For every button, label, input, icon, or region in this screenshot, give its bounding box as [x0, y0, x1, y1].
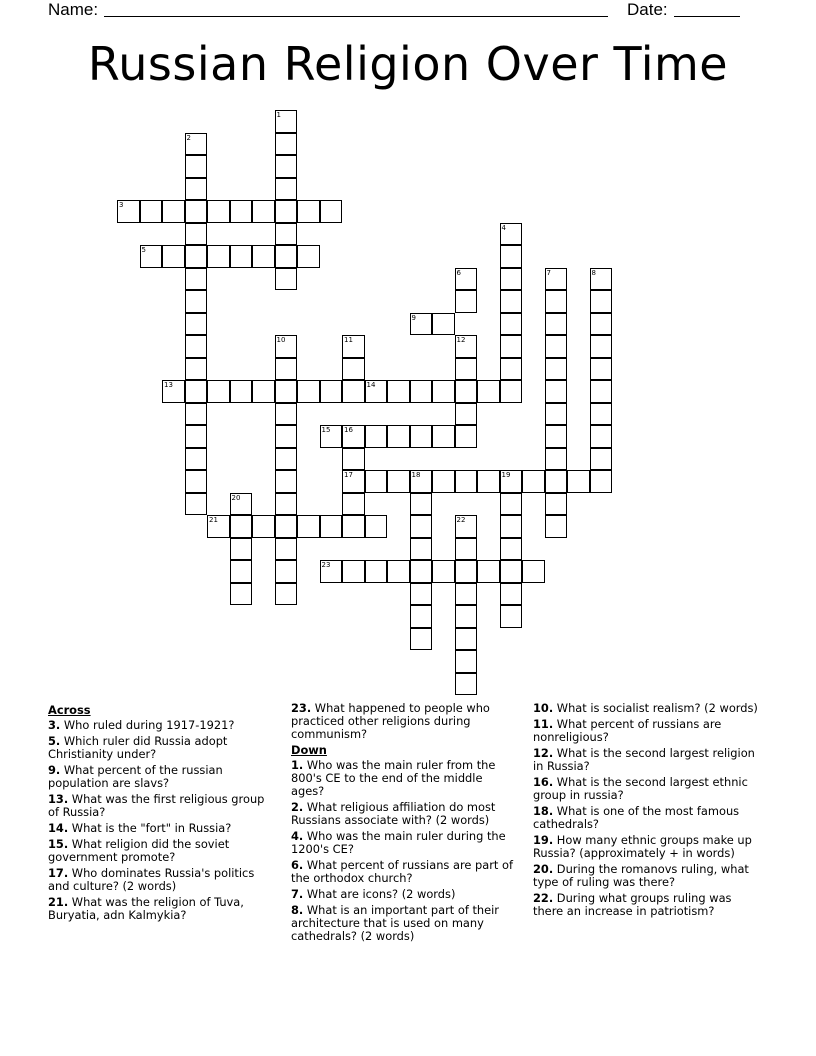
grid-cell[interactable] — [432, 560, 455, 583]
clue-number: 14 — [366, 381, 376, 389]
down-clue — [291, 904, 513, 943]
grid-cell[interactable] — [500, 223, 523, 246]
grid-cell[interactable] — [590, 290, 613, 313]
clue-text: During what groups ruling was there an increase in patriotism? — [533, 891, 732, 918]
clue-number: 9. — [48, 763, 61, 777]
clue-text: What is an important part of their architecture that is used on many cathedrals? (2 words) — [291, 903, 499, 943]
clue-number: 19. — [533, 833, 554, 847]
clue-number: 18. — [533, 804, 554, 818]
grid-cell[interactable] — [185, 380, 208, 403]
grid-cell[interactable] — [252, 515, 275, 538]
clue-number: 7 — [546, 268, 551, 277]
grid-cell[interactable] — [320, 560, 343, 583]
clue-number: 21. — [48, 895, 69, 909]
grid-cell[interactable] — [500, 583, 523, 606]
across-clue — [48, 719, 268, 732]
grid-cell[interactable] — [410, 560, 433, 583]
grid-cell[interactable] — [455, 380, 478, 403]
across-clue — [291, 702, 513, 741]
grid-cell[interactable] — [297, 200, 320, 223]
clue-number: 4 — [501, 223, 506, 232]
grid-cell[interactable] — [455, 560, 478, 583]
clue-number: 14. — [48, 821, 69, 835]
grid-cell[interactable] — [455, 538, 478, 561]
clue-number: 15. — [48, 837, 69, 851]
grid-cell[interactable] — [252, 245, 275, 268]
down-clue — [533, 702, 765, 715]
grid-cell[interactable] — [387, 380, 410, 403]
clue-number: 11 — [344, 336, 353, 344]
grid-cell[interactable] — [545, 470, 568, 493]
down-clue — [291, 759, 513, 798]
grid-cell[interactable] — [410, 470, 433, 493]
clue-column-2 — [291, 702, 513, 946]
clue-number: 22 — [456, 516, 466, 524]
grid-cell[interactable] — [252, 200, 275, 223]
grid-cell[interactable] — [230, 200, 253, 223]
grid-cell[interactable] — [477, 560, 500, 583]
clue-number: 16. — [533, 775, 554, 789]
grid-cell[interactable] — [545, 425, 568, 448]
grid-cell[interactable] — [365, 380, 388, 403]
grid-cell[interactable] — [432, 470, 455, 493]
clue-text: What percent of russians are part of the orthodox church? — [291, 858, 513, 885]
clue-column-1 — [48, 702, 268, 925]
grid-cell[interactable] — [185, 223, 208, 246]
grid-cell[interactable] — [185, 290, 208, 313]
clue-number: 6 — [456, 268, 461, 277]
clue-number: 19 — [501, 471, 511, 479]
clue-number: 11. — [533, 717, 554, 731]
grid-cell[interactable] — [320, 380, 343, 403]
clue-number: 5. — [48, 734, 61, 748]
down-clue — [291, 801, 513, 827]
grid-cell[interactable] — [455, 403, 478, 426]
grid-cell[interactable] — [162, 245, 185, 268]
grid-cell[interactable] — [320, 425, 343, 448]
grid-cell[interactable] — [275, 110, 298, 133]
clue-number: 20. — [533, 862, 554, 876]
clue-text: What religion did the soviet government promote? — [48, 837, 230, 864]
grid-cell[interactable] — [455, 628, 478, 651]
grid-cell[interactable] — [410, 628, 433, 651]
grid-cell[interactable] — [590, 313, 613, 336]
clue-number: 15 — [321, 426, 331, 434]
grid-cell[interactable] — [185, 470, 208, 493]
grid-cell[interactable] — [590, 268, 613, 291]
grid-cell[interactable] — [590, 470, 613, 493]
grid-cell[interactable] — [275, 560, 298, 583]
grid-cell[interactable] — [590, 403, 613, 426]
grid-cell[interactable] — [455, 470, 478, 493]
grid-cell[interactable] — [230, 583, 253, 606]
down-clue — [291, 830, 513, 856]
grid-cell[interactable] — [230, 560, 253, 583]
clue-text: What percent of russians are nonreligious? — [533, 717, 722, 744]
grid-cell[interactable] — [545, 515, 568, 538]
down-heading: Down — [291, 743, 327, 757]
grid-cell[interactable] — [545, 313, 568, 336]
clue-number: 9 — [411, 313, 416, 322]
grid-cell[interactable] — [185, 200, 208, 223]
clue-text: What is the "fort" in Russia? — [68, 821, 232, 835]
grid-cell[interactable] — [207, 245, 230, 268]
clue-text: How many ethnic groups make up Russia? (approximately + in words) — [533, 833, 752, 860]
grid-cell[interactable] — [162, 200, 185, 223]
clue-number: 7. — [291, 887, 304, 901]
across-clue — [48, 735, 268, 761]
grid-cell[interactable] — [455, 335, 478, 358]
grid-cell[interactable] — [365, 425, 388, 448]
clue-number: 13 — [164, 381, 173, 389]
grid-cell[interactable] — [185, 493, 208, 516]
clue-number: 23 — [321, 561, 331, 569]
grid-cell[interactable] — [207, 515, 230, 538]
grid-cell[interactable] — [500, 313, 523, 336]
clue-number: 8 — [591, 268, 596, 277]
grid-cell[interactable] — [590, 448, 613, 471]
down-clue — [533, 718, 765, 744]
grid-cell[interactable] — [320, 515, 343, 538]
grid-cell[interactable] — [342, 380, 365, 403]
down-clue — [291, 888, 513, 901]
grid-cell[interactable] — [432, 425, 455, 448]
grid-cell[interactable] — [410, 515, 433, 538]
grid-cell[interactable] — [185, 245, 208, 268]
grid-cell[interactable] — [275, 538, 298, 561]
grid-cell[interactable] — [590, 425, 613, 448]
clue-number: 18 — [411, 471, 421, 479]
grid-cell[interactable] — [342, 425, 365, 448]
grid-cell[interactable] — [410, 605, 433, 628]
grid-cell[interactable] — [500, 268, 523, 291]
grid-cell[interactable] — [545, 403, 568, 426]
grid-cell[interactable] — [365, 470, 388, 493]
grid-cell[interactable] — [500, 560, 523, 583]
grid-cell[interactable] — [500, 605, 523, 628]
across-clue — [48, 867, 268, 893]
grid-cell[interactable] — [545, 493, 568, 516]
clue-number: 10. — [533, 701, 554, 715]
grid-cell[interactable] — [185, 178, 208, 201]
grid-cell[interactable] — [365, 560, 388, 583]
down-clue — [533, 747, 765, 773]
grid-cell[interactable] — [297, 380, 320, 403]
grid-cell[interactable] — [185, 425, 208, 448]
grid-cell[interactable] — [522, 560, 545, 583]
grid-cell[interactable] — [500, 380, 523, 403]
clue-number: 2 — [186, 133, 191, 142]
grid-cell[interactable] — [455, 515, 478, 538]
across-heading: Across — [48, 703, 91, 717]
grid-cell[interactable] — [455, 583, 478, 606]
grid-cell[interactable] — [522, 470, 545, 493]
across-clue — [48, 838, 268, 864]
grid-cell[interactable] — [477, 380, 500, 403]
clue-number: 17 — [344, 471, 353, 479]
name-label: Name: — [48, 0, 99, 19]
grid-cell[interactable] — [185, 335, 208, 358]
clue-number: 3. — [48, 718, 61, 732]
grid-cell[interactable] — [410, 380, 433, 403]
grid-cell[interactable] — [275, 403, 298, 426]
clue-number: 13. — [48, 792, 69, 806]
grid-cell[interactable] — [500, 493, 523, 516]
grid-cell[interactable] — [567, 470, 590, 493]
grid-cell[interactable] — [410, 538, 433, 561]
grid-cell[interactable] — [275, 200, 298, 223]
grid-cell[interactable] — [410, 493, 433, 516]
page-title: Russian Religion Over Time — [87, 37, 729, 91]
clue-text: What happened to people who practiced other religions during communism? — [291, 701, 490, 741]
grid-cell[interactable] — [185, 313, 208, 336]
grid-cell[interactable] — [387, 425, 410, 448]
grid-cell[interactable] — [500, 290, 523, 313]
clue-text: What is one of the most famous cathedrals? — [533, 804, 740, 831]
grid-cell[interactable] — [342, 335, 365, 358]
grid-cell[interactable] — [275, 380, 298, 403]
grid-cell[interactable] — [500, 358, 523, 381]
grid-cell[interactable] — [500, 515, 523, 538]
grid-cell[interactable] — [275, 133, 298, 156]
grid-cell[interactable] — [230, 245, 253, 268]
grid-cell[interactable] — [410, 425, 433, 448]
grid-cell[interactable] — [410, 313, 433, 336]
across-clue — [48, 764, 268, 790]
grid-cell[interactable] — [455, 673, 478, 696]
clue-number: 1 — [276, 111, 281, 119]
clue-number: 23. — [291, 701, 312, 715]
grid-cell[interactable] — [140, 200, 163, 223]
clue-number: 8. — [291, 903, 304, 917]
clue-number: 20 — [231, 493, 241, 502]
grid-cell[interactable] — [500, 470, 523, 493]
down-clue — [291, 859, 513, 885]
grid-cell[interactable] — [432, 313, 455, 336]
clue-number: 16 — [344, 426, 353, 434]
grid-cell[interactable] — [342, 493, 365, 516]
grid-cell[interactable] — [275, 425, 298, 448]
grid-cell[interactable] — [545, 290, 568, 313]
grid-cell[interactable] — [477, 470, 500, 493]
grid-cell[interactable] — [365, 515, 388, 538]
grid-cell[interactable] — [275, 448, 298, 471]
grid-cell[interactable] — [275, 583, 298, 606]
clue-text: What was the religion of Tuva, Buryatia, adn Kalmykia? — [48, 895, 244, 922]
grid-cell[interactable] — [387, 560, 410, 583]
grid-cell[interactable] — [275, 493, 298, 516]
grid-cell[interactable] — [275, 178, 298, 201]
clue-number: 3 — [119, 201, 124, 209]
grid-cell[interactable] — [185, 448, 208, 471]
grid-cell[interactable] — [545, 448, 568, 471]
grid-cell[interactable] — [545, 358, 568, 381]
grid-cell[interactable] — [455, 290, 478, 313]
grid-cell[interactable] — [297, 245, 320, 268]
grid-cell[interactable] — [162, 380, 185, 403]
clue-text: What is socialist realism? (2 words) — [553, 701, 758, 715]
grid-cell[interactable] — [387, 470, 410, 493]
grid-cell[interactable] — [185, 133, 208, 156]
grid-cell[interactable] — [410, 583, 433, 606]
across-clue — [48, 896, 268, 922]
clue-text: What are icons? (2 words) — [303, 887, 456, 901]
grid-cell[interactable] — [297, 515, 320, 538]
down-clue — [533, 776, 765, 802]
grid-cell[interactable] — [185, 155, 208, 178]
grid-cell[interactable] — [590, 335, 613, 358]
grid-cell[interactable] — [185, 403, 208, 426]
clue-text: What religious affiliation do most Russians associate with? (2 words) — [291, 800, 496, 827]
grid-cell[interactable] — [545, 335, 568, 358]
grid-cell[interactable] — [342, 358, 365, 381]
clue-number: 12 — [456, 336, 466, 344]
grid-cell[interactable] — [275, 358, 298, 381]
grid-cell[interactable] — [275, 245, 298, 268]
grid-cell[interactable] — [590, 358, 613, 381]
grid-cell[interactable] — [342, 560, 365, 583]
clue-text: What percent of the russian population are slavs? — [48, 763, 223, 790]
grid-cell[interactable] — [230, 538, 253, 561]
grid-cell[interactable] — [252, 380, 275, 403]
grid-cell[interactable] — [455, 650, 478, 673]
down-clue — [533, 892, 765, 918]
clue-text: Who was the main ruler during the 1200's CE? — [291, 829, 506, 856]
down-clue — [533, 805, 765, 831]
clue-number: 6. — [291, 858, 304, 872]
grid-cell[interactable] — [500, 335, 523, 358]
date-label: Date: — [627, 0, 668, 19]
grid-cell[interactable] — [230, 493, 253, 516]
clue-number: 5 — [141, 246, 146, 254]
grid-cell[interactable] — [207, 200, 230, 223]
grid-cell[interactable] — [590, 380, 613, 403]
grid-cell[interactable] — [432, 380, 455, 403]
grid-cell[interactable] — [230, 380, 253, 403]
grid-cell[interactable] — [545, 268, 568, 291]
clue-text: Who dominates Russia's politics and culture? (2 words) — [48, 866, 255, 893]
grid-cell[interactable] — [230, 515, 253, 538]
clue-text: Who ruled during 1917-1921? — [60, 718, 235, 732]
grid-cell[interactable] — [500, 538, 523, 561]
grid-cell[interactable] — [342, 448, 365, 471]
grid-cell[interactable] — [117, 200, 140, 223]
grid-cell[interactable] — [275, 335, 298, 358]
clue-column-3 — [533, 702, 765, 921]
clue-number: 21 — [209, 516, 218, 524]
grid-cell[interactable] — [455, 605, 478, 628]
clue-number: 22. — [533, 891, 554, 905]
grid-cell[interactable] — [545, 380, 568, 403]
grid-cell[interactable] — [207, 380, 230, 403]
across-clue — [48, 793, 268, 819]
grid-cell[interactable] — [320, 200, 343, 223]
clue-number: 10 — [276, 336, 286, 344]
grid-cell[interactable] — [342, 515, 365, 538]
grid-cell[interactable] — [185, 268, 208, 291]
clue-number: 2. — [291, 800, 304, 814]
grid-cell[interactable] — [455, 425, 478, 448]
clue-text: Who was the main ruler from the 800's CE to the end of the middle ages? — [291, 758, 496, 798]
clue-number: 17. — [48, 866, 69, 880]
grid-cell[interactable] — [140, 245, 163, 268]
clue-number: 1. — [291, 758, 304, 772]
grid-cell[interactable] — [185, 358, 208, 381]
clue-number: 12. — [533, 746, 554, 760]
clue-number: 4. — [291, 829, 304, 843]
grid-cell[interactable] — [275, 470, 298, 493]
clue-text: Which ruler did Russia adopt Christianity under? — [48, 734, 228, 761]
grid-cell[interactable] — [342, 470, 365, 493]
down-clue — [533, 863, 765, 889]
grid-cell[interactable] — [275, 223, 298, 246]
grid-cell[interactable] — [275, 155, 298, 178]
across-clue — [48, 822, 268, 835]
grid-cell[interactable] — [500, 245, 523, 268]
clue-text: What is the second largest religion in Russia? — [533, 746, 755, 773]
clue-text: What is the second largest ethnic group in russia? — [533, 775, 748, 802]
grid-cell[interactable] — [275, 268, 298, 291]
grid-cell[interactable] — [455, 358, 478, 381]
grid-cell[interactable] — [455, 268, 478, 291]
clue-text: During the romanovs ruling, what type of ruling was there? — [533, 862, 749, 889]
down-clue — [533, 834, 765, 860]
clue-text: What was the first religious group of Russia? — [48, 792, 265, 819]
grid-cell[interactable] — [275, 515, 298, 538]
